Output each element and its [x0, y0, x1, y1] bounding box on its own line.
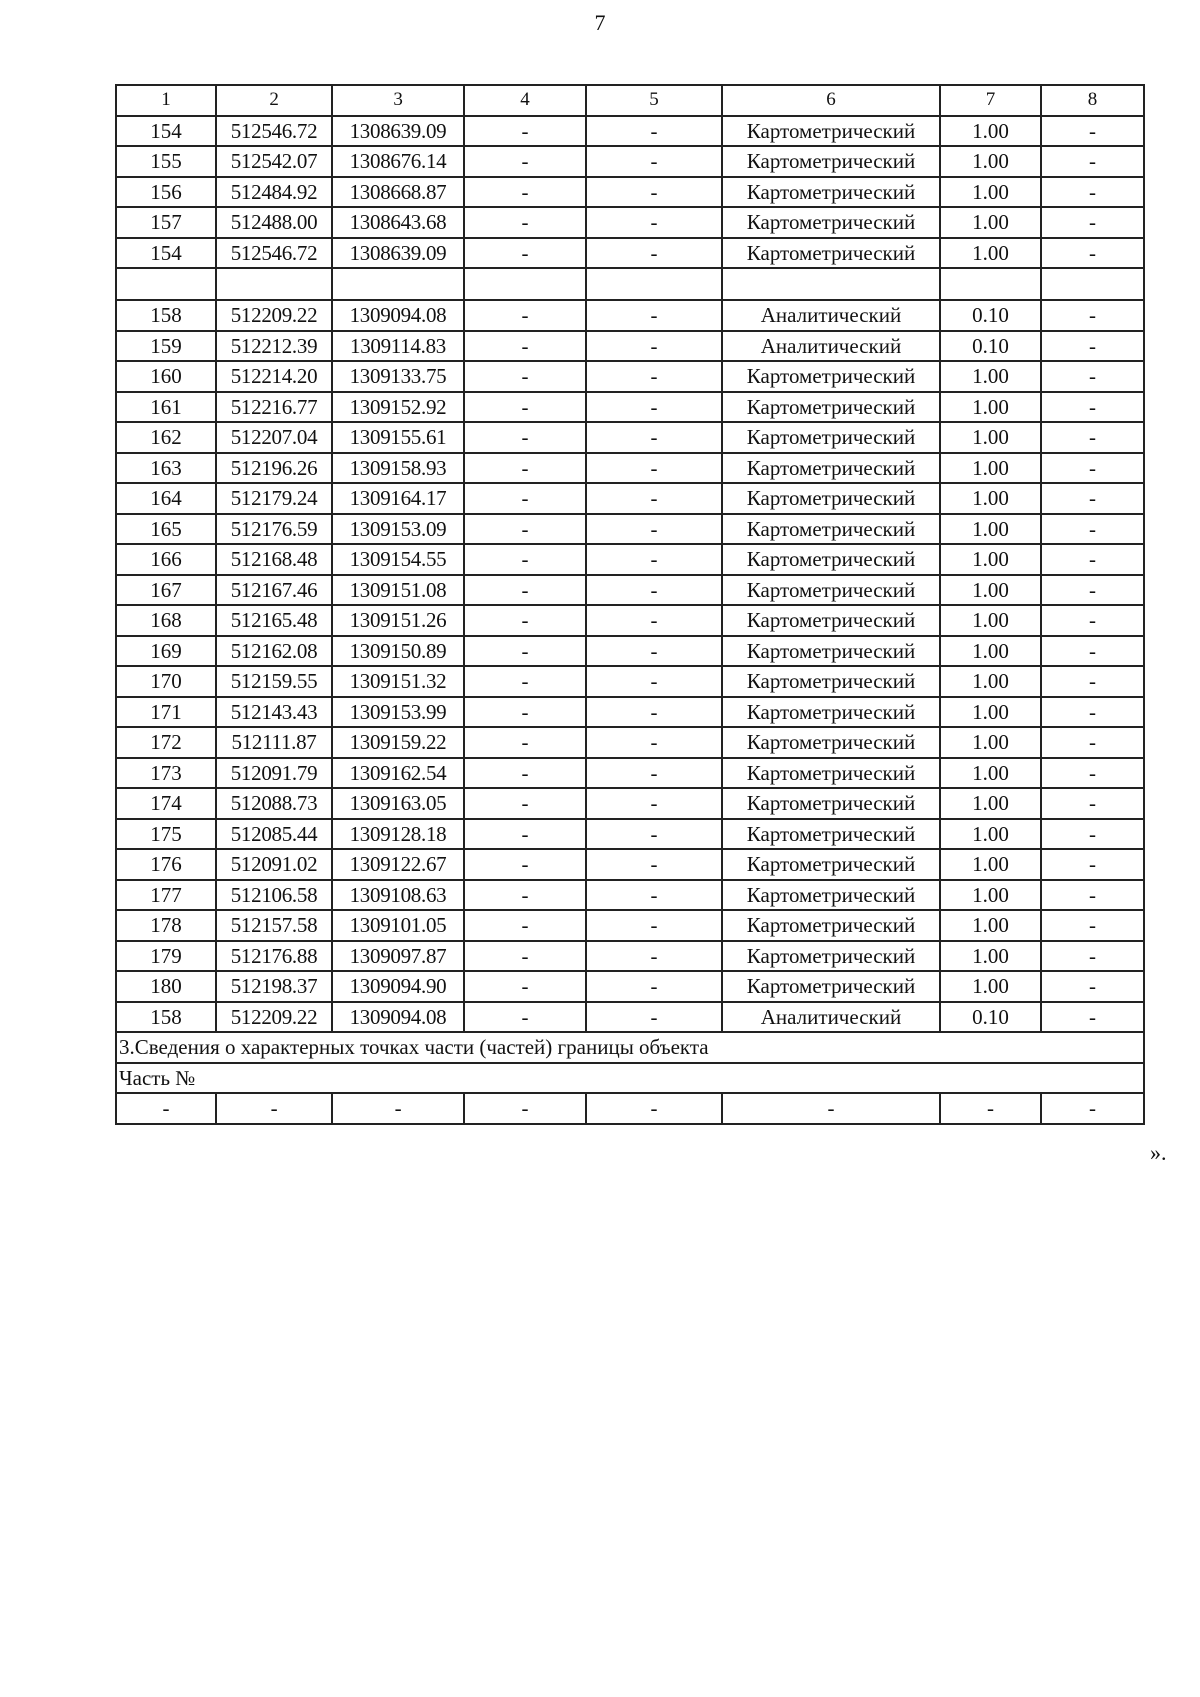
table-cell: -	[586, 666, 722, 697]
table-cell: 1.00	[940, 238, 1041, 269]
table-cell: 1.00	[940, 483, 1041, 514]
table-cell: -	[464, 544, 586, 575]
table-cell: 512111.87	[216, 727, 332, 758]
table-cell: 512168.48	[216, 544, 332, 575]
table-row	[116, 727, 1144, 758]
table-cell: -	[1041, 666, 1144, 697]
table-cell: -	[464, 849, 586, 880]
table-cell: -	[464, 727, 586, 758]
table-cell: 1.00	[940, 392, 1041, 423]
table-cell: 512106.58	[216, 880, 332, 911]
table-row	[116, 788, 1144, 819]
table-cell: -	[586, 819, 722, 850]
table-cell: -	[586, 146, 722, 177]
table-cell: 512212.39	[216, 331, 332, 362]
table-row	[116, 910, 1144, 941]
table-cell: Картометрический	[722, 422, 940, 453]
table-cell: Аналитический	[722, 331, 940, 362]
table-cell: 1309151.32	[332, 666, 464, 697]
table-cell: -	[586, 514, 722, 545]
table-cell: 157	[116, 207, 216, 238]
table-cell: 1309159.22	[332, 727, 464, 758]
table-cell: -	[464, 116, 586, 147]
table-cell: -	[464, 238, 586, 269]
table-cell: Картометрический	[722, 666, 940, 697]
table-cell: 1309094.08	[332, 300, 464, 331]
table-cell: 156	[116, 177, 216, 208]
table-cell: -	[464, 971, 586, 1002]
table-cell: -	[586, 331, 722, 362]
table-cell: 174	[116, 788, 216, 819]
table-cell: 512162.08	[216, 636, 332, 667]
table-cell: 512091.79	[216, 758, 332, 789]
table-cell: Картометрический	[722, 514, 940, 545]
table-cell: 1309094.08	[332, 1002, 464, 1033]
table-cell: 170	[116, 666, 216, 697]
table-cell: -	[586, 575, 722, 606]
table-cell: -	[586, 422, 722, 453]
table-cell: 512546.72	[216, 238, 332, 269]
table-cell: -	[464, 300, 586, 331]
table-row	[116, 422, 1144, 453]
table-cell: -	[464, 331, 586, 362]
table-cell: 1.00	[940, 422, 1041, 453]
table-cell: -	[586, 483, 722, 514]
table-cell: -	[1041, 727, 1144, 758]
table-cell: 1309150.89	[332, 636, 464, 667]
table-cell: -	[464, 666, 586, 697]
table-cell: 1309151.08	[332, 575, 464, 606]
table-cell: 173	[116, 758, 216, 789]
table-cell: 3	[332, 85, 464, 116]
table-cell: Картометрический	[722, 177, 940, 208]
table-cell: -	[1041, 605, 1144, 636]
table-cell: -	[1041, 514, 1144, 545]
table-cell: -	[464, 453, 586, 484]
table-cell: -	[464, 910, 586, 941]
table-cell: Картометрический	[722, 238, 940, 269]
table-row	[116, 116, 1144, 147]
table-cell: -	[1041, 697, 1144, 728]
table-cell: -	[464, 177, 586, 208]
table-cell: 512209.22	[216, 1002, 332, 1033]
table-cell: 1308676.14	[332, 146, 464, 177]
table-cell: -	[1041, 758, 1144, 789]
table-cell: 1309162.54	[332, 758, 464, 789]
table-cell: 512167.46	[216, 575, 332, 606]
table-cell: -	[1041, 910, 1144, 941]
table-cell: 178	[116, 910, 216, 941]
table-cell: 1309097.87	[332, 941, 464, 972]
table-cell: 1308668.87	[332, 177, 464, 208]
table-cell: Аналитический	[722, 1002, 940, 1033]
table-cell: Картометрический	[722, 727, 940, 758]
table-row	[116, 177, 1144, 208]
table-cell: -	[586, 605, 722, 636]
table-cell: 0.10	[940, 300, 1041, 331]
table-cell: Картометрический	[722, 361, 940, 392]
table-cell: 158	[116, 300, 216, 331]
table-cell: 166	[116, 544, 216, 575]
table-cell: 1309153.09	[332, 514, 464, 545]
table-cell: 512546.72	[216, 116, 332, 147]
table-cell: -	[586, 238, 722, 269]
table-cell: -	[464, 392, 586, 423]
table-cell: 1309151.26	[332, 605, 464, 636]
table-cell: -	[586, 1002, 722, 1033]
table-cell: -	[586, 361, 722, 392]
table-cell: 1.00	[940, 941, 1041, 972]
table-cell: 1.00	[940, 727, 1041, 758]
table-cell: 167	[116, 575, 216, 606]
table-cell: 1.00	[940, 116, 1041, 147]
table-cell: 512542.07	[216, 146, 332, 177]
table-row	[116, 849, 1144, 880]
table-row	[116, 331, 1144, 362]
table-cell: 155	[116, 146, 216, 177]
section-title-row	[116, 1032, 1144, 1063]
table-cell: Картометрический	[722, 116, 940, 147]
table-cell: 512165.48	[216, 605, 332, 636]
table-cell: 512196.26	[216, 453, 332, 484]
table-cell: -	[116, 1093, 216, 1124]
table-cell: 1.00	[940, 697, 1041, 728]
table-cell: 1.00	[940, 605, 1041, 636]
table-cell: 1.00	[940, 666, 1041, 697]
table-cell: 512488.00	[216, 207, 332, 238]
table-row	[116, 819, 1144, 850]
table-cell: Картометрический	[722, 819, 940, 850]
table-cell: -	[464, 422, 586, 453]
table-cell: 159	[116, 331, 216, 362]
table-row	[116, 238, 1144, 269]
table-cell: -	[1041, 788, 1144, 819]
table-cell: -	[1041, 575, 1144, 606]
table-cell: 162	[116, 422, 216, 453]
table-cell: -	[586, 849, 722, 880]
table-cell: Картометрический	[722, 483, 940, 514]
table-cell: -	[1041, 238, 1144, 269]
table-cell: 512159.55	[216, 666, 332, 697]
table-cell: -	[464, 941, 586, 972]
table-cell: 1308639.09	[332, 116, 464, 147]
table-cell: -	[586, 727, 722, 758]
table-cell: 176	[116, 849, 216, 880]
closing-quote-mark: ».	[1150, 1140, 1167, 1165]
table-cell: 169	[116, 636, 216, 667]
table-row	[116, 300, 1144, 331]
table-cell: -	[464, 1002, 586, 1033]
table-row	[116, 544, 1144, 575]
part-label-row	[116, 1063, 1144, 1094]
table-cell: Картометрический	[722, 207, 940, 238]
table-cell: 512088.73	[216, 788, 332, 819]
table-cell: 158	[116, 1002, 216, 1033]
table-row	[116, 1002, 1144, 1033]
table-cell-empty	[722, 268, 940, 300]
table-cell-empty	[464, 268, 586, 300]
table-cell: Картометрический	[722, 941, 940, 972]
table-row	[116, 361, 1144, 392]
table-cell: -	[464, 819, 586, 850]
table-cell: Картометрический	[722, 758, 940, 789]
table-cell: 1308639.09	[332, 238, 464, 269]
table-cell: -	[1041, 392, 1144, 423]
table-cell: -	[586, 971, 722, 1002]
table-cell: Картометрический	[722, 544, 940, 575]
part-label-row-text: Часть №	[116, 1063, 1144, 1094]
table-cell: 164	[116, 483, 216, 514]
table-cell: 1.00	[940, 819, 1041, 850]
table-cell: Картометрический	[722, 392, 940, 423]
table-cell: -	[586, 788, 722, 819]
table-cell: Картометрический	[722, 146, 940, 177]
table-cell: 175	[116, 819, 216, 850]
table-cell: -	[586, 910, 722, 941]
table-cell: 161	[116, 392, 216, 423]
table-cell: -	[1041, 422, 1144, 453]
table-row	[116, 971, 1144, 1002]
table-cell-empty	[332, 268, 464, 300]
table-cell: 8	[1041, 85, 1144, 116]
table-cell: -	[1041, 483, 1144, 514]
table-cell-empty	[586, 268, 722, 300]
table-cell: 512143.43	[216, 697, 332, 728]
table-cell: -	[586, 880, 722, 911]
table-cell: 154	[116, 238, 216, 269]
table-cell: 1.00	[940, 849, 1041, 880]
table-cell-empty	[216, 268, 332, 300]
table-cell: -	[464, 575, 586, 606]
table-cell: 512091.02	[216, 849, 332, 880]
table-cell: 1.00	[940, 514, 1041, 545]
table-cell: -	[464, 514, 586, 545]
table-cell: 1309108.63	[332, 880, 464, 911]
table-cell: -	[464, 605, 586, 636]
table-cell: 1.00	[940, 758, 1041, 789]
table-row	[116, 483, 1144, 514]
table-cell: -	[1041, 1002, 1144, 1033]
table-cell: 171	[116, 697, 216, 728]
table-cell: Картометрический	[722, 636, 940, 667]
table-cell: -	[464, 788, 586, 819]
table-cell: 1309133.75	[332, 361, 464, 392]
table-cell: -	[586, 300, 722, 331]
table-cell: Картометрический	[722, 697, 940, 728]
table-cell: -	[586, 1093, 722, 1124]
table-cell: 1309094.90	[332, 971, 464, 1002]
table-cell: 1309101.05	[332, 910, 464, 941]
table-cell: 512176.88	[216, 941, 332, 972]
table-cell: -	[1041, 177, 1144, 208]
table-cell-empty	[940, 268, 1041, 300]
table-row	[116, 697, 1144, 728]
table-cell: 5	[586, 85, 722, 116]
table-cell: 1.00	[940, 636, 1041, 667]
page-number: 7	[594, 10, 606, 35]
table-cell: -	[464, 483, 586, 514]
table-cell: 1309154.55	[332, 544, 464, 575]
table-cell: 512179.24	[216, 483, 332, 514]
table-cell: 2	[216, 85, 332, 116]
table-cell: 512216.77	[216, 392, 332, 423]
table-cell: 1.00	[940, 207, 1041, 238]
table-cell: -	[586, 636, 722, 667]
table-cell: -	[1041, 300, 1144, 331]
table-cell: -	[1041, 941, 1144, 972]
table-row	[116, 575, 1144, 606]
table-cell: -	[940, 1093, 1041, 1124]
table-cell: 168	[116, 605, 216, 636]
table-cell: -	[464, 697, 586, 728]
table-cell: 512209.22	[216, 300, 332, 331]
table-cell: Аналитический	[722, 300, 940, 331]
table-cell: -	[586, 697, 722, 728]
table-cell: -	[1041, 207, 1144, 238]
table-row	[116, 392, 1144, 423]
table-row	[116, 880, 1144, 911]
table-row	[116, 146, 1144, 177]
table-cell: 180	[116, 971, 216, 1002]
table-cell: 1309153.99	[332, 697, 464, 728]
table-cell: -	[464, 361, 586, 392]
part-data-row	[116, 1093, 1144, 1124]
table-cell: 163	[116, 453, 216, 484]
table-cell: 1.00	[940, 146, 1041, 177]
table-cell: 1309158.93	[332, 453, 464, 484]
table-row	[116, 453, 1144, 484]
table-cell: 1.00	[940, 361, 1041, 392]
table-cell: -	[464, 758, 586, 789]
table-cell: 512176.59	[216, 514, 332, 545]
table-cell: 0.10	[940, 1002, 1041, 1033]
table-cell: 512198.37	[216, 971, 332, 1002]
table-cell: 512484.92	[216, 177, 332, 208]
table-cell: 177	[116, 880, 216, 911]
table-cell: 1309164.17	[332, 483, 464, 514]
table-cell: 1309155.61	[332, 422, 464, 453]
table-cell-empty	[1041, 268, 1144, 300]
table-cell: 1309152.92	[332, 392, 464, 423]
table-row	[116, 207, 1144, 238]
table-cell: Картометрический	[722, 880, 940, 911]
table-cell: -	[216, 1093, 332, 1124]
table-cell: 512207.04	[216, 422, 332, 453]
table-row	[116, 605, 1144, 636]
table-cell-empty	[116, 268, 216, 300]
table-cell: 172	[116, 727, 216, 758]
table-cell: -	[586, 758, 722, 789]
table-cell: -	[1041, 146, 1144, 177]
table-cell: -	[586, 392, 722, 423]
table-cell: 512085.44	[216, 819, 332, 850]
table-cell: -	[1041, 116, 1144, 147]
table-cell: 0.10	[940, 331, 1041, 362]
table-row	[116, 514, 1144, 545]
table-cell: 6	[722, 85, 940, 116]
table-cell: 165	[116, 514, 216, 545]
table-cell: -	[464, 1093, 586, 1124]
table-cell: -	[586, 941, 722, 972]
table-cell: -	[464, 636, 586, 667]
table-cell: 1.00	[940, 910, 1041, 941]
table-cell: -	[464, 207, 586, 238]
table-header-row	[116, 85, 1144, 116]
table-cell: 1309114.83	[332, 331, 464, 362]
table-cell: -	[586, 116, 722, 147]
section-title-row-text: 3.Сведения о характерных точках части (частей) границы объекта	[116, 1032, 1144, 1063]
table-cell: -	[586, 177, 722, 208]
table-cell: 1.00	[940, 788, 1041, 819]
table-cell: 1	[116, 85, 216, 116]
table-cell: 7	[940, 85, 1041, 116]
table-row	[116, 758, 1144, 789]
table-row	[116, 666, 1144, 697]
table-cell: 1309128.18	[332, 819, 464, 850]
table-cell: -	[1041, 819, 1144, 850]
table-cell: -	[586, 207, 722, 238]
table-cell: 179	[116, 941, 216, 972]
table-cell: 154	[116, 116, 216, 147]
table-cell: -	[1041, 453, 1144, 484]
table-cell: -	[586, 544, 722, 575]
table-cell: -	[586, 453, 722, 484]
table-cell: Картометрический	[722, 453, 940, 484]
table-cell: -	[1041, 361, 1144, 392]
table-cell: Картометрический	[722, 788, 940, 819]
table-cell: Картометрический	[722, 605, 940, 636]
table-row	[116, 941, 1144, 972]
table-cell: -	[464, 880, 586, 911]
table-cell: Картометрический	[722, 910, 940, 941]
table-cell: 1.00	[940, 453, 1041, 484]
table-cell: 160	[116, 361, 216, 392]
table-cell: 1.00	[940, 971, 1041, 1002]
table-row	[116, 636, 1144, 667]
table-cell: Картометрический	[722, 971, 940, 1002]
table-cell: -	[1041, 544, 1144, 575]
table-cell: -	[1041, 971, 1144, 1002]
table-cell: 1.00	[940, 544, 1041, 575]
table-cell: 512214.20	[216, 361, 332, 392]
table-cell: -	[722, 1093, 940, 1124]
table-cell: -	[1041, 880, 1144, 911]
table-cell: -	[332, 1093, 464, 1124]
table-cell: 1.00	[940, 177, 1041, 208]
table-cell: 1309122.67	[332, 849, 464, 880]
table-cell: 1.00	[940, 880, 1041, 911]
table-cell: -	[1041, 331, 1144, 362]
coordinates-table	[115, 84, 1145, 1125]
table-cell: -	[1041, 849, 1144, 880]
table-cell: 512157.58	[216, 910, 332, 941]
table-cell: 1.00	[940, 575, 1041, 606]
table-separator-row	[116, 268, 1144, 300]
table-cell: -	[1041, 636, 1144, 667]
table-cell: Картометрический	[722, 849, 940, 880]
table-cell: 1309163.05	[332, 788, 464, 819]
table-cell: Картометрический	[722, 575, 940, 606]
table-cell: 1308643.68	[332, 207, 464, 238]
table-cell: 4	[464, 85, 586, 116]
table-cell: -	[1041, 1093, 1144, 1124]
table-cell: -	[464, 146, 586, 177]
